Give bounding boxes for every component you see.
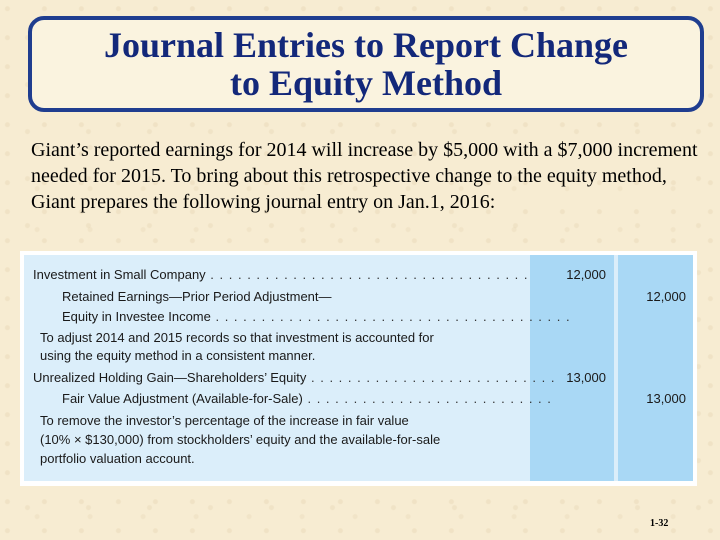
journal-row [24,328,693,348]
journal-row [24,389,693,409]
explanation-text: using the equity method in a consistent manner. [40,348,316,363]
account-label: Equity in Investee Income [62,309,211,324]
leader-dots: . . . . . . . . . . . . . . . . . . . . . . . . . . . . . . . . . . . . . . . [210,309,571,324]
debit-amount: 13,000 [566,370,606,385]
journal-row [24,430,693,450]
credit-amount: 13,000 [646,391,686,406]
explanation-text: portfolio valuation account. [40,451,195,466]
leader-dots: . . . . . . . . . . . . . . . . . . . . . . . . . . . [302,391,552,406]
slide-title-line-2: to Equity Method [229,63,503,103]
journal-row [24,368,693,388]
journal-row [24,265,693,285]
journal-row [24,449,693,469]
slide-title-line-1: Journal Entries to Report Change [104,25,628,65]
journal-row [24,411,693,431]
account-label: Unrealized Holding Gain—Shareholders’ Equity [33,370,307,385]
page-number: 1-32 [650,518,669,529]
account-label: Retained Earnings—Prior Period Adjustment— [62,289,332,304]
account-label: Investment in Small Company [33,267,206,282]
journal-row [24,346,693,366]
leader-dots: . . . . . . . . . . . . . . . . . . . . . . . . . . . [306,370,556,385]
explanation-text: To adjust 2014 and 2015 records so that investment is accounted for [40,330,434,345]
leader-dots: . . . . . . . . . . . . . . . . . . . . . . . . . . . . . . . . . . . [205,267,529,282]
intro-paragraph: Giant’s reported earnings for 2014 will increase by $5,000 with a $7,000 increment needed for 2015. To bring about this retrospective change to the equity method, Giant prepares the following journal entry on Jan.1, 2016: [31,139,698,213]
account-label: Fair Value Adjustment (Available-for-Sale) [62,391,303,406]
journal-row [24,307,693,327]
explanation-text: (10% × $130,000) from stockholders’ equity and the available-for-sale [40,432,441,447]
journal-body [24,255,693,481]
explanation-text: To remove the investor’s percentage of the increase in fair value [40,413,409,428]
debit-amount: 12,000 [566,267,606,282]
journal-entry-table [20,251,697,486]
title-box [28,16,704,112]
journal-row [24,287,693,307]
credit-amount: 12,000 [646,289,686,304]
